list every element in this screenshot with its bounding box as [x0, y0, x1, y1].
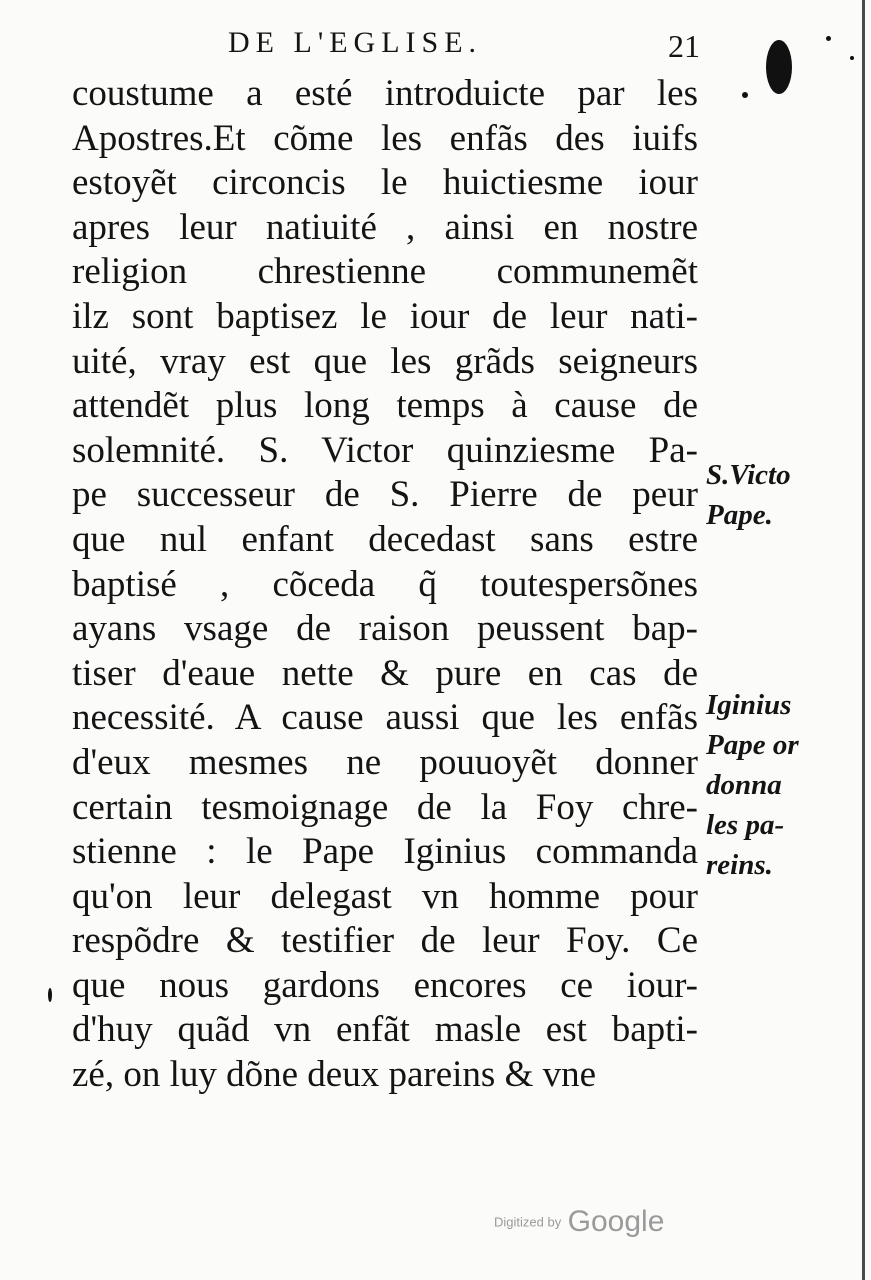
digitization-watermark	[494, 1205, 664, 1239]
running-head: DE L'EGLISE.	[228, 26, 483, 59]
text-line: stienne : le Pape Iginius commanda	[72, 831, 698, 873]
text-line: que nous gardons encores ce iour-	[72, 964, 698, 1006]
margin-note-iginius	[706, 685, 799, 885]
ink-speck	[850, 56, 854, 60]
text-line: coustume a esté introduicte par les	[72, 73, 698, 114]
margin-note-line: les pa-	[706, 809, 785, 841]
margin-note-line: reins.	[706, 849, 773, 881]
text-line: estoyẽt circoncis le huictiesme iour	[72, 162, 698, 204]
margin-note-line: Iginius	[706, 689, 792, 721]
text-line: certain tesmoignage de la Foy chre-	[72, 786, 698, 828]
margin-note-line: Pape or	[706, 729, 799, 761]
margin-note-line: donna	[706, 769, 782, 801]
text-line: zé, on luy dõne deux pareins & vne	[72, 1054, 597, 1096]
google-brand: Google	[567, 1205, 665, 1238]
page-edge	[862, 0, 865, 1280]
text-line: Apostres.Et cõme les enfãs des iuifs	[72, 117, 698, 159]
text-line: necessité. A cause aussi que les enfãs	[72, 697, 698, 739]
digitized-label: Digitized by	[494, 1214, 562, 1230]
text-line: qu'on leur delegast vn homme pour	[72, 875, 698, 917]
text-line: que nul enfant decedast sans estre	[72, 518, 698, 560]
text-line: pe successeur de S. Pierre de peur	[72, 474, 698, 516]
text-line: uité, vray est que les grãds seigneurs	[72, 340, 698, 382]
text-line: baptisé , cõceda q̃ toutespersõnes	[72, 563, 698, 605]
ink-speck	[826, 36, 831, 41]
text-line: d'huy quãd vn enfãt masle est bapti-	[72, 1009, 698, 1051]
text-line: ayans vsage de raison peussent bap-	[72, 608, 698, 650]
text-line: respõdre & testifier de leur Foy. Ce	[72, 920, 698, 962]
text-line: d'eux mesmes ne pouuoyẽt donner	[72, 741, 698, 783]
text-line: apres leur natiuité , ainsi en nostre	[72, 206, 698, 248]
text-line: tiser d'eaue nette & pure en cas de	[72, 652, 698, 694]
body-text	[72, 72, 698, 1098]
margin-note-line: S.Victo	[706, 459, 791, 491]
page-number: 21	[668, 28, 700, 64]
text-line: religion chrestienne communemẽt	[72, 251, 698, 293]
margin-note-line: Pape.	[706, 499, 773, 531]
text-line: solemnité. S. Victor quinziesme Pa-	[72, 429, 698, 471]
text-line: attendẽt plus long temps à cause de	[72, 385, 698, 427]
ink-blot	[766, 40, 792, 94]
ink-speck	[48, 988, 52, 1002]
margin-note-victor	[706, 455, 791, 535]
ink-speck	[742, 92, 748, 98]
text-line: ilz sont baptisez le iour de leur nati-	[72, 295, 698, 337]
